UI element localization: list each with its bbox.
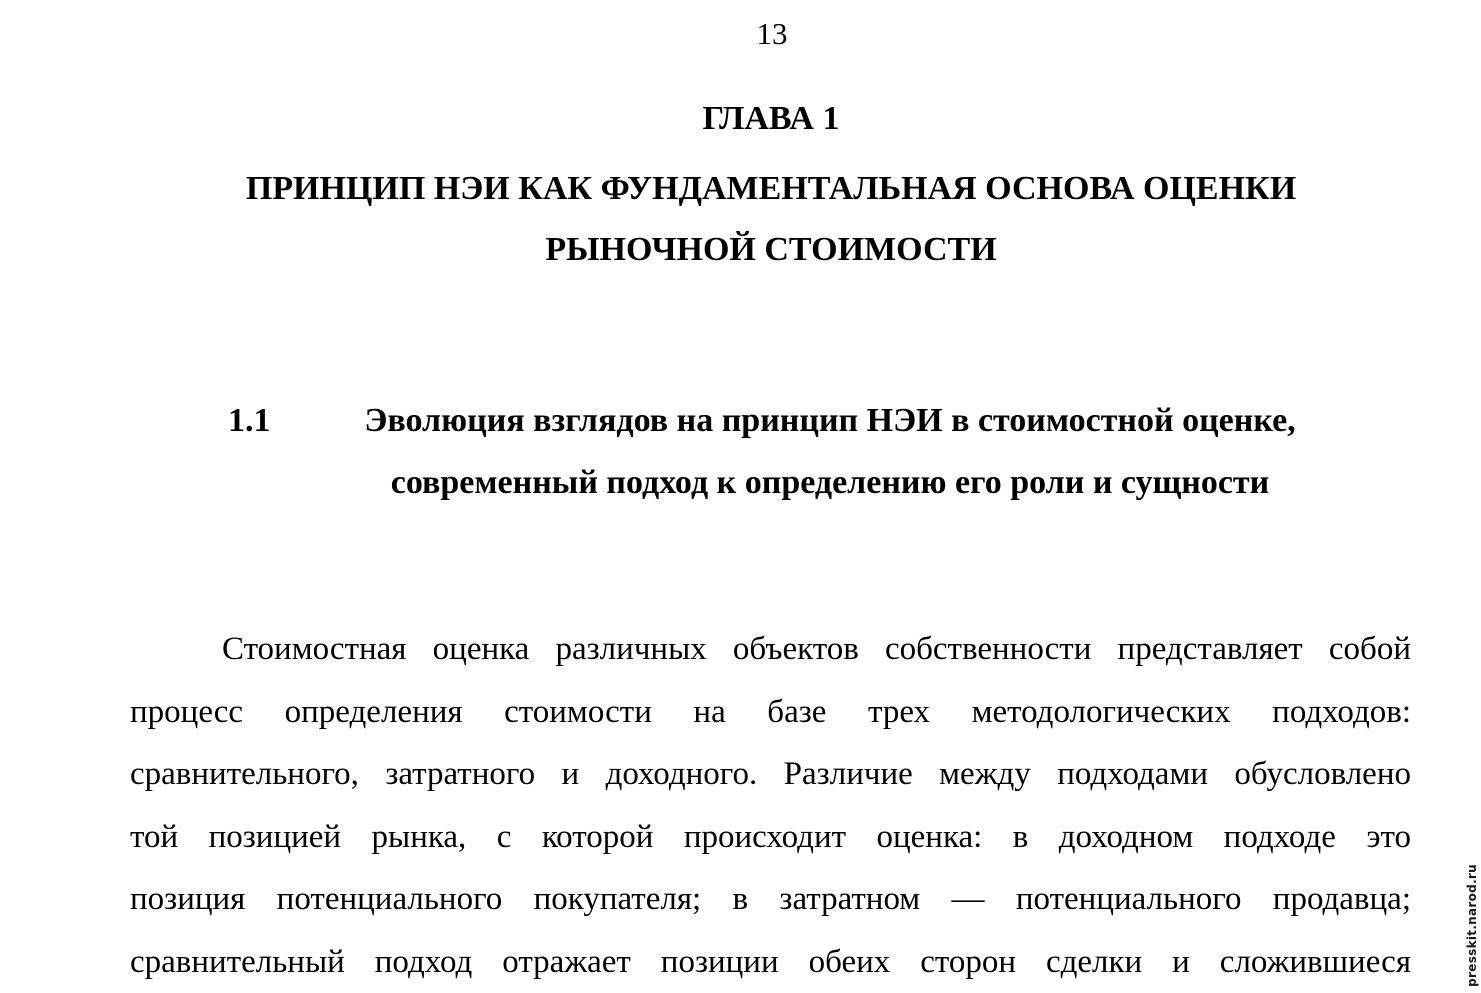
paragraph-line: Стоимостная оценка различных объектов собственности представляет собой (130, 618, 1411, 681)
chapter-title (0, 158, 1481, 280)
paragraph-line: сравнительный подход отражает позиции обеих сторон сделки и сложившиеся (130, 931, 1411, 993)
paragraph-line: процесс определения стоимости на базе трех методологических подходов: (130, 681, 1411, 744)
section-number: 1.1 (228, 390, 271, 452)
watermark: presskit.narod.ru (1465, 864, 1479, 987)
chapter-title-line: ПРИНЦИП НЭИ КАК ФУНДАМЕНТАЛЬНАЯ ОСНОВА ОЦЕНКИ (0, 158, 1481, 219)
page-number: 13 (0, 14, 1481, 54)
paragraph-line: позиция потенциального покупателя; в затратном — потенциального продавца; (130, 868, 1411, 931)
section-title-line: Эволюция взглядов на принцип НЭИ в стоимостной оценке, (320, 390, 1340, 452)
section-title (320, 390, 1340, 514)
body-paragraph (130, 618, 1411, 993)
section-title-line: современный подход к определению его роли и сущности (320, 452, 1340, 514)
chapter-title-line: РЫНОЧНОЙ СТОИМОСТИ (0, 219, 1481, 280)
paragraph-line: той позицией рынка, с которой происходит оценка: в доходном подходе это (130, 806, 1411, 869)
chapter-label: ГЛАВА 1 (0, 98, 1481, 140)
paragraph-line: сравнительного, затратного и доходного. Различие между подходами обусловлено (130, 743, 1411, 806)
